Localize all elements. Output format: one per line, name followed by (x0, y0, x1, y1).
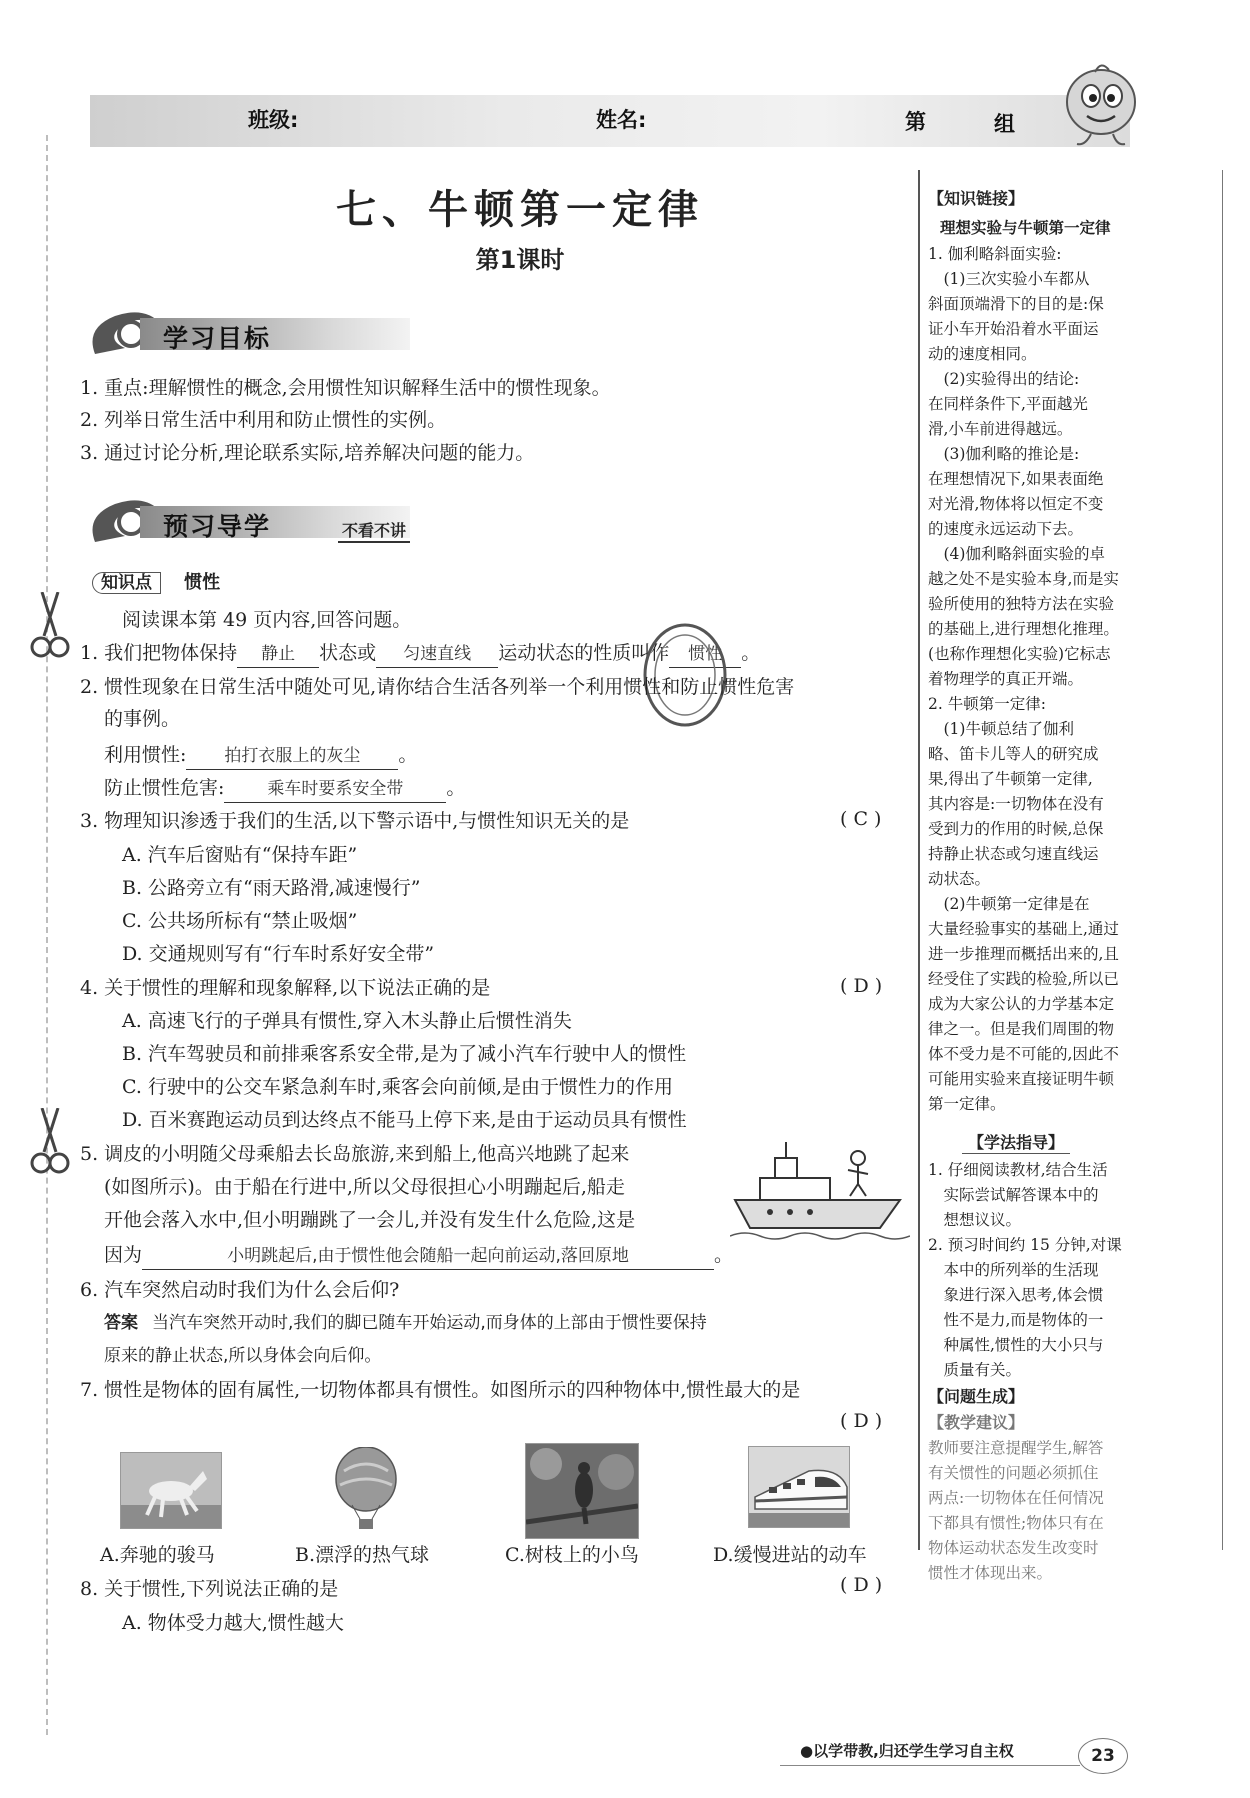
q3-option: D. 交通规则写有“行车时系好安全带” (122, 943, 435, 965)
question-2-line2: 的事例。 (104, 708, 181, 730)
q4-option: D. 百米赛跑运动员到达终点不能马上停下来,是由于运动员具有惯性 (122, 1109, 687, 1131)
question-6: 6. 汽车突然启动时我们为什么会后仰? (80, 1279, 400, 1301)
question-7: 7. 惯性是物体的固有属性,一切物体都具有惯性。如图所示的四种物体中,惯性最大的是 (80, 1379, 801, 1401)
q7-caption-c: C.树枝上的小鸟 (505, 1544, 639, 1566)
knowledge-link-body: 1. 伽利略斜面实验: (1)三次实验小车都从 斜面顶端滑下的目的是:保 证小车开始沿着水平面运 动的速度相同。 (2)实验得出的结论: 在同样条件下,平面越光 滑,小车前进得越远。 (3)伽利略的推论是: 在理想情况下,如果表面绝 对光滑,物体将以恒定不变 的速度永远运动下去。 (4)伽利略斜面实验的卓 越之处不是实验本身,而是实 验所使用的独特方法在实验 的基础上,进行理想化推理。 (也称作理想化实验)它标志 着物理学的真正开端。 2. 牛顿第一定律: (1)牛顿总结了伽利 略、笛卡儿等人的研究成 果,得出了牛顿第一定律, 其内容是:一切物体在没有 受到力的作用的时候,总保 持静止状态或匀速直线运 动状态。 (2)牛顿第一定律是在 大量经验事实的基础上,通过 进一步推理而概括出来的,且 经受住了实践的检验,所以已 成为大家公认的力学基本定 律之一。但是我们周围的物 体不受力是不可能的,因此不 可能用实验来直接证明牛顿 第一定律。 (928, 245, 1119, 1113)
hot-air-balloon-photo (330, 1447, 402, 1532)
train-photo (748, 1446, 850, 1528)
q7-caption-d: D.缓慢进站的动车 (713, 1544, 867, 1566)
page-number: 23 (1078, 1738, 1128, 1774)
q7-answer: ( D ) (840, 1410, 883, 1432)
q3-option: C. 公共场所标有“禁止吸烟” (122, 910, 358, 932)
q4-option: B. 汽车驾驶员和前排乘客系安全带,是为了减小汽车行驶中人的惯性 (122, 1043, 687, 1065)
question-4: 4. 关于惯性的理解和现象解释,以下说法正确的是 (80, 977, 491, 999)
goals-banner-text: 学习目标 (163, 324, 272, 353)
lesson-subtitle: 第1课时 (475, 246, 565, 274)
sidebar-divider (918, 170, 920, 1550)
scissors-icon (30, 592, 70, 662)
q7-caption-b: B.漂浮的热气球 (295, 1544, 430, 1566)
question-5-line1: 5. 调皮的小明随父母乘船去长岛旅游,来到船上,他高兴地跳了起来 (80, 1143, 630, 1165)
scissors-icon (30, 1108, 70, 1178)
q2-use-answer: 拍打衣服上的灰尘 (186, 743, 398, 770)
cut-line (46, 135, 48, 1735)
preview-tag: 不看不讲 (338, 518, 410, 543)
q6-answer-label: 答案 (104, 1313, 138, 1333)
bird-on-branch-photo (525, 1443, 639, 1539)
q8-answer: ( D ) (840, 1574, 883, 1596)
method-head: 【学法指导】 (962, 1130, 1070, 1154)
question-2-line1: 2. 惯性现象在日常生活中随处可见,请你结合生活各列举一个利用惯性和防止惯性危害 (80, 676, 795, 698)
horse-photo (120, 1452, 222, 1529)
question-5-line2: (如图所示)。由于船在行进中,所以父母很担心小明蹦起后,船走 (104, 1176, 625, 1198)
intro-text: 阅读课本第 49 页内容,回答问题。 (122, 609, 412, 631)
question-5-line4: 因为 小明跳起后,由于惯性他会随船一起向前运动,落回原地 。 (104, 1242, 733, 1270)
teach-head: 【教学建议】 (928, 1413, 1025, 1432)
footer-slogan: ●以学带教,归还学生学习自主权 (800, 1742, 1014, 1760)
footer-rule (780, 1765, 1080, 1766)
q3-option: B. 公路旁立有“雨天路滑,减速慢行” (122, 877, 421, 899)
preview-banner-text: 预习导学 (163, 512, 272, 541)
group-label-second: 组 (994, 112, 1015, 136)
q6-answer-row1: 答案 当汽车突然开动时,我们的脚已随车开始运动,而身体的上部由于惯性要保持 (104, 1313, 707, 1333)
problem-head: 【问题生成】 (928, 1387, 1025, 1406)
goal-item: 1. 重点:理解惯性的概念,会用惯性知识解释生活中的惯性现象。 (80, 377, 611, 399)
q4-option: C. 行驶中的公交车紧急刹车时,乘客会向前倾,是由于惯性力的作用 (122, 1076, 674, 1098)
knowledge-link-subhead: 理想实验与牛顿第一定律 (940, 219, 1111, 237)
method-body: 1. 仔细阅读教材,结合生活 实际尝试解答课本中的 想想议议。 2. 预习时间约 15 分钟,对课 本中的所列举的生活现 象进行深入思考,体会惯 性不是力,而是物体的一 种属性,惯性的大小只与 质量有关。 (928, 1161, 1122, 1379)
q2-prevent-answer: 乘车时要系安全带 (224, 776, 446, 803)
question-3: 3. 物理知识渗透于我们的生活,以下警示语中,与惯性知识无关的是 (80, 810, 630, 832)
q4-answer: ( D ) (840, 975, 883, 997)
name-label: 姓名: (596, 108, 647, 132)
q2-prevent-row: 防止惯性危害: 乘车时要系安全带 。 (104, 775, 465, 803)
q3-option: A. 汽车后窗贴有“保持车距” (122, 844, 358, 866)
knowledge-point-box: 知识点 (92, 572, 161, 594)
boat-illustration (730, 1140, 910, 1240)
q2-use-row: 利用惯性: 拍打衣服上的灰尘 。 (104, 742, 417, 770)
q8-option-a: A. 物体受力越大,惯性越大 (122, 1612, 344, 1634)
goal-item: 2. 列举日常生活中利用和防止惯性的实例。 (80, 409, 447, 431)
question-8: 8. 关于惯性,下列说法正确的是 (80, 1578, 339, 1600)
page-title: 七、牛顿第一定律 (336, 187, 704, 233)
q5-answer: 小明跳起后,由于惯性他会随船一起向前运动,落回原地 (142, 1243, 714, 1270)
mascot-icon (1055, 60, 1143, 150)
q1-answer-1: 静止 (237, 641, 319, 668)
q1-answer-3: 惯性 (669, 641, 741, 668)
sidebar-divider-right (1222, 170, 1223, 1550)
goal-item: 3. 通过讨论分析,理论联系实际,培养解决问题的能力。 (80, 442, 535, 464)
teach-body: 教师要注意提醒学生,解答 有关惯性的问题必须抓住 两点:一切物体在任何情况 下都具有惯性;物体只有在 物体运动状态发生改变时 惯性才体现出来。 (928, 1439, 1104, 1582)
goals-banner (85, 308, 445, 356)
q1-answer-2: 匀速直线 (376, 641, 498, 668)
q7-caption-a: A.奔驰的骏马 (100, 1544, 215, 1566)
question-5-line3: 开他会落入水中,但小明蹦跳了一会儿,并没有发生什么危险,这是 (104, 1209, 636, 1231)
q4-option: A. 高速飞行的子弹具有惯性,穿入木头静止后惯性消失 (122, 1010, 572, 1032)
knowledge-link-head: 【知识链接】 (928, 189, 1025, 208)
q6-answer-row2: 原来的静止状态,所以身体会向后仰。 (104, 1346, 382, 1366)
group-label-first: 第 (905, 110, 926, 134)
question-1: 1. 我们把物体保持 静止 状态或 匀速直线 运动状态的性质叫作 惯性 。 (80, 640, 760, 668)
knowledge-point (92, 568, 220, 594)
class-label: 班级: (248, 108, 299, 132)
q3-answer: ( C ) (840, 808, 882, 830)
knowledge-point-name: 惯性 (184, 572, 221, 593)
